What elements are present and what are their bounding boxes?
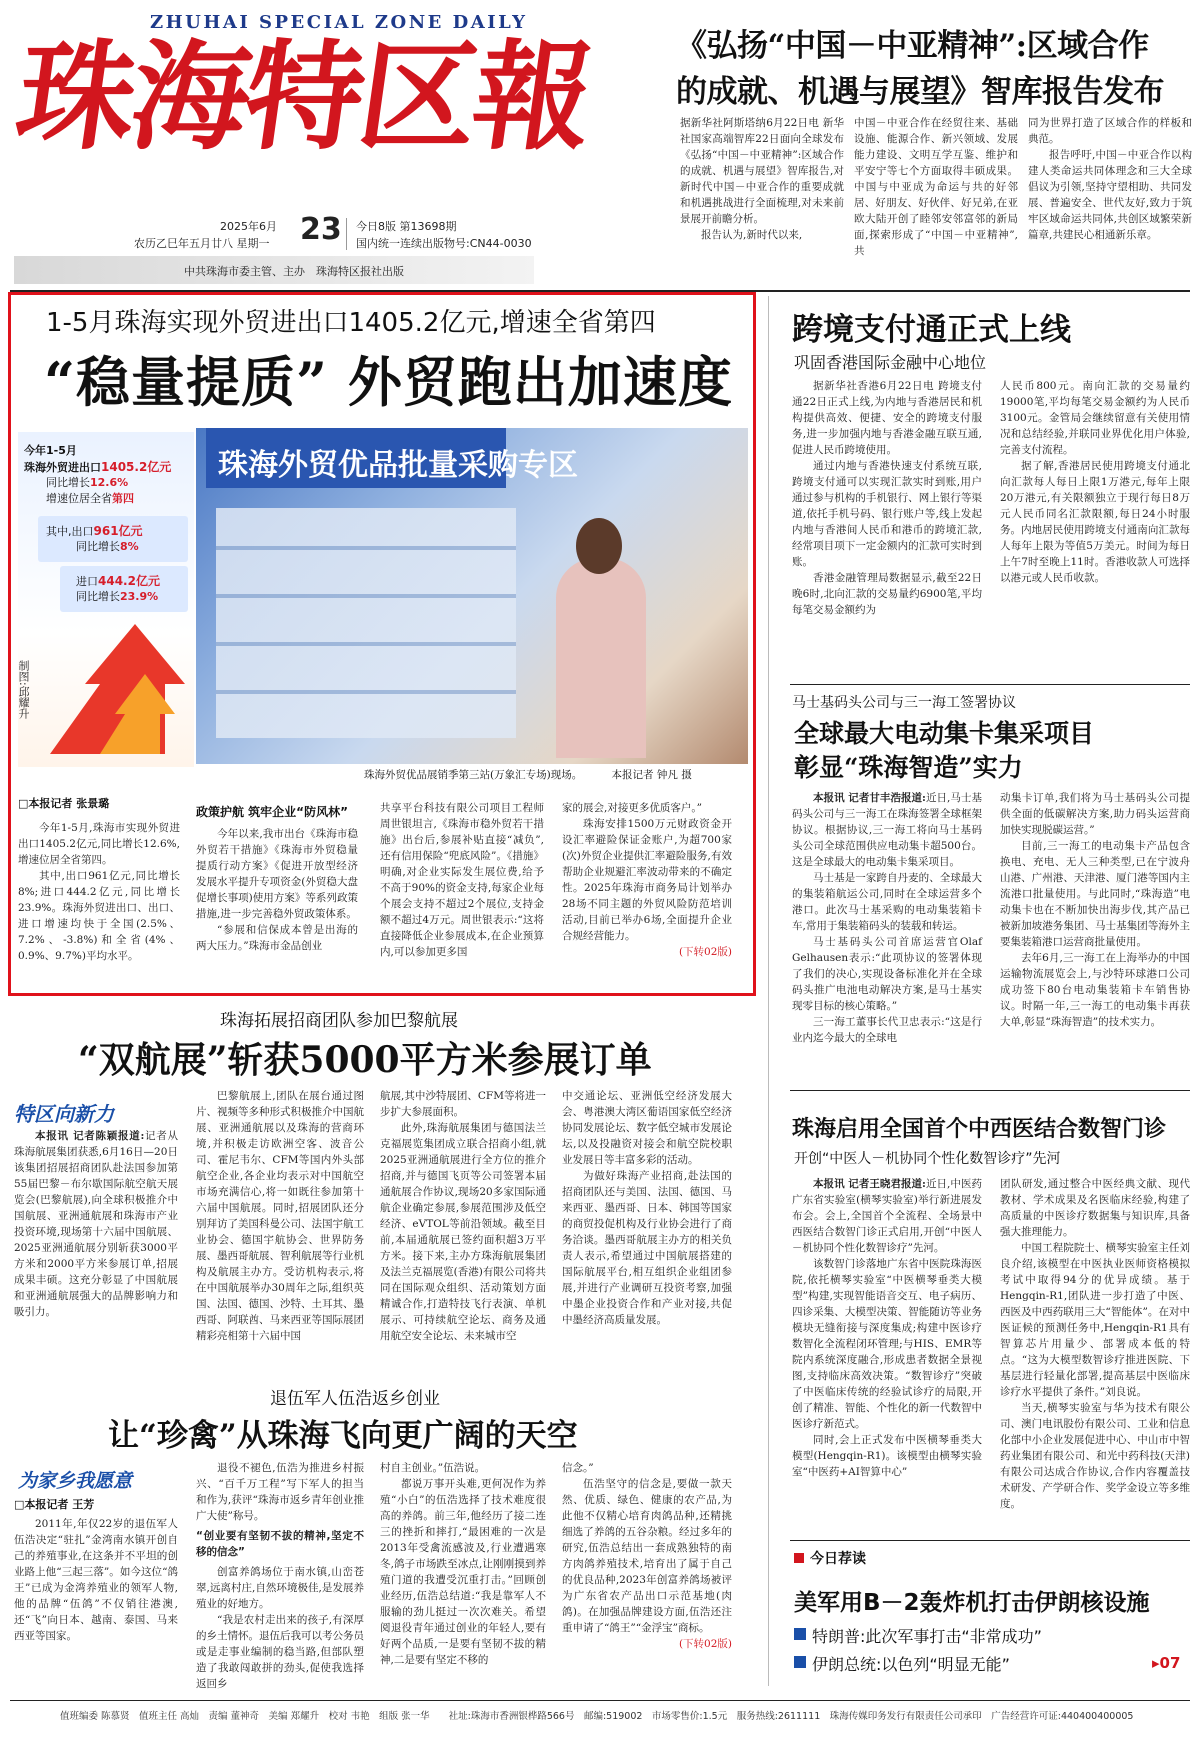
lead-col2: 今年以来,我市出台《珠海市稳外贸若干措施》《珠海市外贸稳量提质行动方案》《促进开放型经济发展水平提升专项资金(外贸稳大盘促增长事项)使用方案》等系列政策措施,进一步完善稳外贸政策体系。 “参展和信保成本曾是出海的两大压力。”珠海市金品创业 xyxy=(196,828,358,952)
recommend-label: 今日荐读 xyxy=(810,1551,866,1567)
top-story-title-line1: 《弘扬“中国－中亚精神”:区域合作 xyxy=(676,28,1149,64)
airshow-col1: 本报讯 记者陈颖报道:记者从珠海航展集团获悉,6月16日—20日该集团招展招商团队赴法国参加第55届巴黎－布尔歇国际航空航天展览会(巴黎航展),向全球积极推介中国航展、亚洲通航展和珠海市产业投资环境,现场第十六届中国航展、2025亚洲通航展分别斩获3000平方米和2000平方米参展订单,招展成果丰硕。这充分彰显了中国航展和亚洲通航展强大的品牌影响力和吸引力。 xyxy=(14,1130,179,1318)
airshow-kicker: 珠海拓展招商团队参加巴黎航展 xyxy=(220,1011,458,1031)
export-label: 其中,出口 xyxy=(46,525,94,538)
export-growth-label: 同比增长 xyxy=(76,540,120,553)
top-story-col1: 据新华社阿斯塔纳6月22日电 新华社国家高端智库22日面向全球发布《弘扬“中国－中亚精神”:区域合作的成就、机遇与展望》智库报告,对新时代中国－中亚合作的重要成就和机遇挑战进行全面梳理,对未来前景展开前瞻分析。 报告认为,新时代以来, xyxy=(680,117,844,241)
airshow-col4: 中交通论坛、亚洲低空经济发展大会、粤港澳大湾区葡语国家低空经济协同发展论坛、数字低空城市发展论坛,以及投融资对接会和航空院校职业发展日等丰富多彩的活动。 为做好珠海产业招商,赴法国的招商团队还与美国、法国、德国、马来西亚、墨西哥、日本、韩国等国家的商贸投促机构及行业协会进行了商务洽谈。墨西哥航展主办方的相关负责人表示,希望通过中国航展搭建的国际航展平台,相互组织企业组团参展,并进行产业调研互投资考察,加强中墨企业投资合作和产业对接,共促中墨经济高质量发展。 xyxy=(562,1090,732,1326)
veteran-col2: 退役不褪色,伍浩为推进乡村振兴、“百千万工程”写下军人的担当和作为,获评“珠海市返乡青年创业推广大使”称号。 “创业要有坚韧不拔的精神,坚定不移的信念” 创富养鸽场位于南水镇,山峦苍翠,远离村庄,自然环境极佳,是发展养殖业的好地方。 “我是农村走出来的孩子,有深厚的乡土情怀。退伍后我可以考公务员或是走事业编制的稳当路,但部队塑造了我敢闯敢拼的劲头,促使我选择返回乡 xyxy=(196,1462,364,1690)
right2-col1: 本报讯 记者甘丰浩报道:近日,马士基码头公司与三一海工在珠海签署全球框架协议。根据协议,三一海工将向马士基码头公司全球范围供应电动集卡超500台。这是全球最大的电动集卡集采项目。 马士基是一家跨自丹麦的、全球最大的集装箱航运公司,同时在全球运营多个港口。此次马士基采购的电动集装箱卡车,常用于集装箱码头的装载和转运。 马士基码头公司首席运营官Olaf Gelhausen表示:“此项协议的签署体现了我们的决心,实现设备标准化并在全球码头推广电池电动解决方案,是马士基实现零目标的核心策略。” 三一海工董事长代卫忠表示:“这是行业内迄今最大的全球电 xyxy=(792,792,982,1044)
top-story-col2: 中国－中亚合作在经贸往来、基础设施、能源合作、新兴领域、发展能力建设、文明互学互鉴、维护和平安宁等七个方面取得丰硕成果。中国与中亚成为命运与共的好邻居、好朋友、好伙伴、好兄弟,在亚欧大陆开创了睦邻安邻富邻的新局面,探索形成了“中国－中亚精神”,共 xyxy=(854,117,1018,257)
info-value-growth: 12.6% xyxy=(90,476,129,489)
info-label-growth: 同比增长 xyxy=(46,476,90,489)
info-label-rank: 增速位居全省 xyxy=(46,492,112,505)
import-growth-value: 23.9% xyxy=(120,590,159,603)
lead-continue[interactable]: (下转02版) xyxy=(678,946,732,958)
veteran-headline: 让“珍禽”从珠海飞向更广阔的天空 xyxy=(108,1418,578,1454)
top-story-col3: 同为世界打造了区域合作的样板和典范。 报告呼吁,中国－中亚合作以构建人类命运共同体理念和三大全球倡议为引领,坚持守望相助、共同发展、普遍安全、世代友好,致力于筑牢区域命运共同体,共创区域繁荣新篇章,共建民心相通新乐章。 xyxy=(1028,117,1192,241)
growth-arrow-graphic xyxy=(40,614,190,764)
right1-col1: 据新华社香港6月22日电 跨境支付通22日正式上线,为内地与香港居民和机构提供高效、便捷、安全的跨境支付服务,进一步加强内地与香港金融互联互通,促进人民币跨境使用。 通过内地与香港快速支付系统互联,跨境支付通可以实现汇款实时到账,用户通过参与机构的手机银行、网上银行等渠道,依托手机号码、银行账户等,线上发起内地与香港间人民币和港币的跨境汇款,经常项目项下一定金额内的汇款可实时到账。 香港金融管理局数据显示,截至22日晚6时,北向汇款的交易量约6900笔,平均每笔交易金额约为 xyxy=(792,380,982,616)
info-title: 今年1-5月 xyxy=(24,444,77,457)
export-value: 961亿元 xyxy=(93,524,143,538)
right2-col2: 动集卡订单,我们将为马士基码头公司提供全面的低碳解决方案,助力码头运营商加快实现脱碳运营。” 目前,三一海工的电动集卡产品包含换电、充电、无人三种类型,已在宁波舟山港、广州港、天津港、厦门港等国内主流港口批量使用。与此同时,“珠海造”电动集卡也在不断加快出海步伐,其产品已被新加坡港务集团、马士基集团等海外主要集装箱港口运营商批量使用。 去年6月,三一海工在上海举办的中国运输物流展览会上,与沙特环球港口公司成功签下80台电动集装箱卡车销售协议。时隔一年,三一海工的电动集卡再获大单,彰显“珠海智造”的技术实力。 xyxy=(1000,792,1190,1028)
recommend-bullet-icon xyxy=(794,1553,804,1563)
right1-subhead: 巩固香港国际金融中心地位 xyxy=(794,353,987,372)
photo-credit: 本报记者 钟凡 摄 xyxy=(611,769,692,781)
masthead-lunar: 农历乙巳年五月廿八 星期一 xyxy=(134,237,270,250)
masthead-date: 2025年6月 xyxy=(220,220,277,233)
veteran-col3: 村自主创业。”伍浩说。 都说万事开头难,更何况作为养殖“小白”的伍浩选择了技术难度很高的养鸽。前三年,他经历了接二连三的挫折和摔打,“最困难的一次是2013年受禽流感波及,行业遭遇寒冬,鸽子市场跌至冰点,让刚刚摸到养殖门道的我遭受沉重打击。”回顾创业经历,伍浩总结道:“我是靠军人不服输的劲儿挺过一次次难关。希望阅退役青年通过创业的年轻人,要有好两个品质,一是要有坚韧不拔的精神,二是要有坚定不移的 xyxy=(380,1462,546,1666)
veteran-col1: 2011年,年仅22岁的退伍军人伍浩决定“驻扎”金湾南水镇开创自己的养殖事业,在这条并不平坦的创业路上他“三起三落”。如今这位“鸽王”已成为金湾养殖业的领军人物,他的品牌“伍鸽”不仅销往港澳,还“飞”向日本、越南、泰国、马来西亚等国家。 xyxy=(14,1518,178,1642)
import-label: 进口 xyxy=(76,575,98,588)
right3-col2: 团队研发,通过整合中医经典文献、现代教材、学术成果及名医临床经验,构建了高质量的中医诊疗数据集与知识库,具备强大推理能力。 中国工程院院士、横琴实验室主任刘良介绍,该模型在中医执业医师资格模拟考试中取得94分的优异成绩。基于Hengqin-R1,团队进一步打造了中医、西医及中西药联用三大“智能体”。在对中医证候的预测任务中,Hengqin-R1具有智算芯片用量少、部署成本低的特点。“这为大模型数智诊疗推进医院、下基层进行轻量化部署,提高基层中医临床诊疗水平提供了条件。”刘良说。 当天,横琴实验室与华为技术有限公司、澳门电讯股份有限公司、工业和信息化部中小企业发展促进中心、中山市中智药业集团有限公司、和光中药科技(天津)有限公司达成合作协议,合作内容覆盖技术研发、产学研合作、奖学金设立等多维度。 xyxy=(1000,1178,1190,1510)
lead-col4: 家的展会,对接更多优质客户。” 珠海安排1500万元财政资金开设汇率避险保证金账户,为超700家(次)外贸企业提供汇率避险服务,有效帮助企业规避汇率波动带来的不确定性。2025年珠海市商务局计划举办28场不同主题的外贸风险防范培训活动,目前已举办6场,全面提升企业合规经营能力。 (下转02版) xyxy=(562,802,732,958)
info-value-rank: 第四 xyxy=(112,492,134,505)
masthead-sponsor: 中共珠海市委主管、主办 珠海特区报社出版 xyxy=(184,265,404,278)
airshow-col2: 巴黎航展上,团队在展台通过图片、视频等多种形式积极推介中国航展、亚洲通航展以及珠海的营商环境,并积极走访欧洲空客、波音公司、霍尼韦尔、CFM等国内外头部航空企业,各企业均表示对中国航空市场充满信心,将一如既往参加第十六届中国航展。同时,招展团队还分别拜访了美国科曼公司、法国宇航工业协会、德国宇航协会、世界防务展、墨西哥航展、智利航展等行业机构及航展主办方。受访机构表示,将在中国航展举办30周年之际,组织英国、法国、德国、沙特、土耳其、墨西哥、阿联酋、马来西亚等国际展团精彩亮相第十六届中国 xyxy=(196,1090,364,1342)
right2-headline2: 彰显“珠海智造”实力 xyxy=(794,753,1023,782)
airshow-headline: “双航展”斩获5000平方米参展订单 xyxy=(78,1039,652,1081)
lead-col3: 共享平台科技有限公司项目工程师周世银坦言,《珠海市稳外贸若干措施》出台后,参展补贴直接“减负”,还有信用保险“兜底风险”。《措施》明确,对企业实际发生展位费,给予不高于90%的资金支持,每家企业每个展会支持不超过2个展位,支持金额不超过4万元。周世银表示:“这将直接降低企业参展成本,在企业预算内,可以参加更多国 xyxy=(380,802,544,958)
masthead-en-title: ZHUHAI SPECIAL ZONE DAILY xyxy=(150,12,528,33)
recommend-item1[interactable]: 特朗普:此次军事打击“非常成功” xyxy=(812,1627,1042,1646)
recommend-item1-icon xyxy=(794,1628,806,1640)
right1-col2: 人民币800元。南向汇款的交易量约19000笔,平均每笔交易金额约为人民币3100元。金管局会继续留意有关使用情况和总结经验,并联同业界优化用户体验,完善支付流程。 据了解,香港居民使用跨境支付通北向汇款每人每日上限1万港元,每年上限20万港元,有关限额独立于现行每日8万元人民币同名汇款限额,每日24小时服务。内地居民使用跨境支付通南向汇款每人每年上限为等值5万美元。时间为每日上午7时至晚上11时。香港收款人可选择以港元或人民币收款。 xyxy=(1000,380,1190,584)
import-growth-label: 同比增长 xyxy=(76,590,120,603)
veteran-col4: 信念。” 伍浩坚守的信念是,要做一款天然、优质、绿色、健康的农产品,为此他不仅精心培育肉鸽品种,还精挑细选了养鸽的五谷杂粮。经过多年的研究,伍浩总结出一套成熟独特的南方肉鸽养殖技术,培育出了属于自己的优良品种,2023年创富养鸽场被评为广东省农产品出口示范基地(肉鸽)。在加强品牌建设方面,伍浩还注重申请了“鸽王”“金浮宝”商标。 (下转02版) xyxy=(562,1462,732,1650)
masthead-edition: 今日8版 第13698期 xyxy=(356,220,457,233)
right2-headline1: 全球最大电动集卡集采项目 xyxy=(794,719,1095,748)
info-value-total: 1405.2亿元 xyxy=(101,460,172,474)
right3-col1: 本报讯 记者王晓君报道:近日,中医药广东省实验室(横琴实验室)举行新进展发布会。会上,全国首个全流程、全场景中西医结合数智门诊正式启用,开创“中医人－机协同个性化数智诊疗”先河。 该数智门诊落地广东省中医院珠海医院,依托横琴实验室“中医横琴垂类大模型”构建,实现智能语音交互、电子病历、四诊采集、大模型决策、智能随访等业务模块无缝衔接与深度集成;构建中医诊疗数智化全流程闭环管理;与HIS、EMR等院内系统深度融合,形成患者数据全景视图,支持临床高效决策。“数智诊疗”突破了中医临床传统的经验试诊疗的局限,开创了精准、智能、个性化的新一代数智中医诊疗新范式。 同时,会上正式发布中医横琴垂类大模型(Hengqin-R1)。该模型由横琴实验室“中医药+AI智算中心” xyxy=(792,1178,982,1478)
airshow-col3: 航展,其中沙特展团、CFM等将进一步扩大参展面积。 此外,珠海航展集团与德国法兰克福展览集团成立联合招商小组,就2025亚洲通航展进行全方位的推介招商,并与德国飞页等公司签署本届通航展合作协议,现场20多家国际通航企业确定参展,参展范围涉及低空经济、eVTOL等前沿领域。截至目前,本届通航展已签约面积超3万平方米。接下来,主办方珠海航展集团及法兰克福展览(香港)有限公司将共同在国际观众组织、活动策划方面精诚合作,打造特技飞行表演、单机展示、可持续航空论坛、商务及通用航空安全论坛、未来城市空 xyxy=(380,1090,546,1342)
lead-subhead: 政策护航 筑牢企业“防风林” xyxy=(196,805,348,819)
recommend-item2[interactable]: 伊朗总统:以色列“明显无能” xyxy=(812,1655,1010,1674)
veteran-kicker: 退伍军人伍浩返乡创业 xyxy=(270,1389,440,1409)
masthead-cn-title: 珠海特区報 xyxy=(8,27,598,166)
photo-caption xyxy=(364,767,692,782)
lead-kicker: 1-5月珠海实现外贸进出口1405.2亿元,增速全省第四 xyxy=(46,308,656,338)
right2-byline: 本报讯 记者甘丰浩报道: xyxy=(813,792,926,804)
export-growth-value: 8% xyxy=(120,540,139,553)
recommend-page-ref[interactable]: ▸07 xyxy=(1152,1654,1181,1672)
lead-byline: □本报记者 张景璐 xyxy=(18,797,110,810)
recommend-headline[interactable]: 美军用B－2轰炸机打击伊朗核设施 xyxy=(794,1590,1150,1616)
import-value: 444.2亿元 xyxy=(98,574,160,588)
right3-headline: 珠海启用全国首个中西医结合数智门诊 xyxy=(792,1117,1167,1142)
recommend-item2-icon xyxy=(794,1656,806,1668)
veteran-continue[interactable]: (下转02版) xyxy=(678,1638,732,1650)
masthead-day-number: 23 xyxy=(300,212,342,247)
photo-caption-text: 珠海外贸优品展销季第三站(万象汇专场)现场。 xyxy=(364,769,583,781)
veteran-byline: □本报记者 王芳 xyxy=(14,1498,95,1511)
lead-col1: 今年1-5月,珠海市实现外贸进出口1405.2亿元,同比增长12.6%,增速位居全省第四。 其中,出口961亿元,同比增长8%;进口444.2亿元,同比增长23.9%。珠海外贸进出口、出口、进口增速均快于全国(2.5%、7.2%、-3.8%)和全省(4%、0.9%、9.7%)平均水平。 xyxy=(18,822,180,962)
top-story-title-line2: 的成就、机遇与展望》智库报告发布 xyxy=(676,74,1164,110)
info-label-total: 珠海外贸进出口 xyxy=(24,461,101,474)
right1-headline: 跨境支付通正式上线 xyxy=(792,312,1071,348)
infographic-credit: 制图:邱耀升 xyxy=(17,660,30,719)
page-arrow-icon: ▸ xyxy=(1152,1654,1160,1672)
masthead-issn: 国内统一连续出版物号:CN44-0030 xyxy=(356,237,532,250)
lead-headline: “稳量提质” 外贸跑出加速度 xyxy=(44,350,733,414)
right3-byline: 本报讯 记者王晓君报道: xyxy=(813,1178,926,1190)
right3-subhead: 开创“中医人－机协同个性化数智诊疗”先河 xyxy=(794,1151,1061,1167)
airshow-byline: 本报讯 记者陈颖报道: xyxy=(35,1130,145,1142)
airshow-column-logo: 特区向新力 xyxy=(14,1102,114,1126)
lead-photo xyxy=(196,428,748,764)
photo-sign: 珠海外贸优品批量采购专区 xyxy=(218,448,578,483)
footer-credits: 值班编委 陈慕贤 值班主任 高灿 责编 董神奇 美编 郑耀升 校对 韦艳 组版 张一华 社址:珠海市香洲银桦路566号 邮编:519002 市场零售价:1.5元 服务热线:2611111 珠海传媒印务发行有限责任公司承印 广告经营许可证:440400400005 xyxy=(60,1711,1134,1722)
right2-kicker: 马士基码头公司与三一海工签署协议 xyxy=(792,695,1016,711)
veteran-subhead: “创业要有坚韧不拔的精神,坚定不移的信念” xyxy=(196,1530,364,1558)
veteran-column-logo: 为家乡我愿意 xyxy=(18,1470,133,1492)
